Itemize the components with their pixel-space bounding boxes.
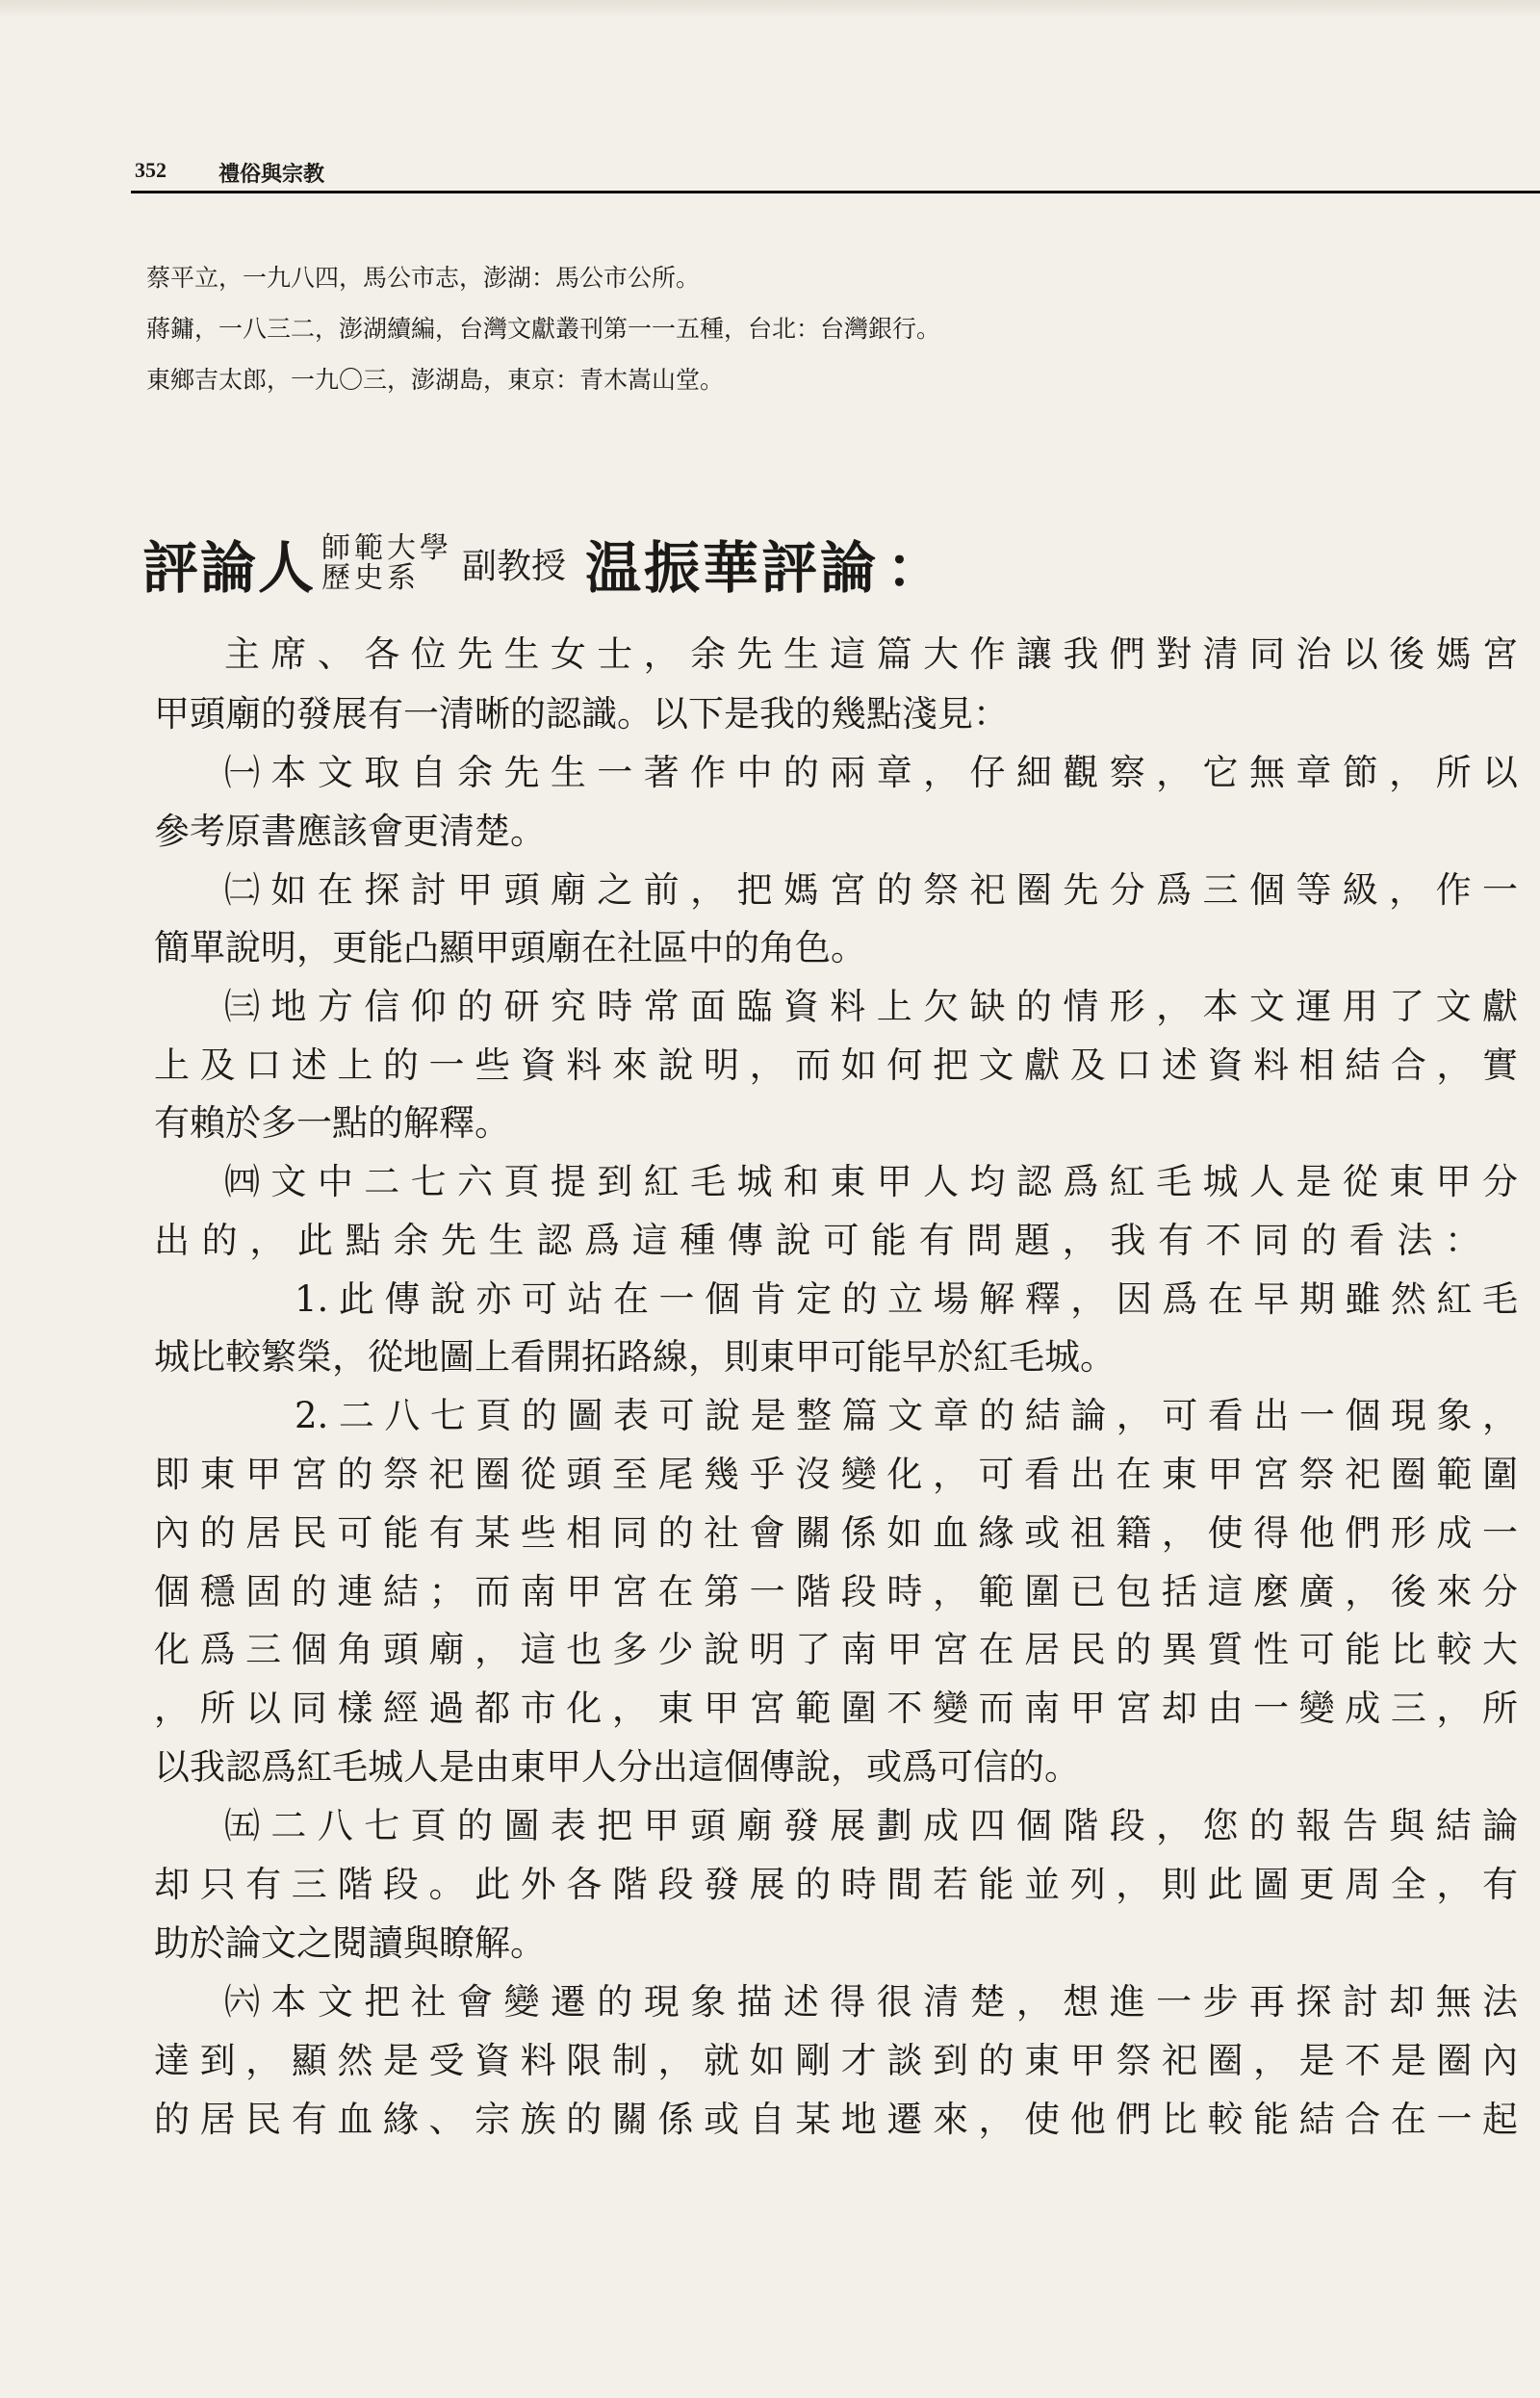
page-number: 352 [135, 158, 167, 182]
body-line: ，所以同樣經過都市化，東甲宮範圍不變而南甲宮却由一變成三，所 [154, 1688, 1518, 1729]
body-line: 主席、各位先生女士，余先生這篇大作讓我們對清同治以後媽宮 [224, 633, 1518, 675]
body-line: 達到，顯然是受資料限制，就如剛才談到的東甲祭祀圈，是不是圈內 [154, 2040, 1518, 2081]
body-line: 簡單說明，更能凸顯甲頭廟在社區中的角色。 [154, 927, 866, 968]
body-line: 參考原書應該會更清楚。 [154, 811, 546, 852]
body-line: ㈡如在探討甲頭廟之前，把媽宮的祭祀圈先分爲三個等級，作一 [224, 869, 1518, 911]
body-line: 出的，此點余先生認爲這種傳說可能有問題，我有不同的看法： [154, 1220, 1480, 1261]
body-line: 有賴於多一點的解釋。 [154, 1102, 510, 1144]
body-line: 却只有三階段。此外各階段發展的時間若能並列，則此圖更周全，有 [154, 1864, 1518, 1905]
body-line: 甲頭廟的發展有一清晰的認識。以下是我的幾點淺見： [154, 693, 1009, 735]
affiliation-university: 師範大學 [321, 531, 453, 565]
running-title: 禮俗與宗教 [218, 162, 325, 187]
body-line: ㈥本文把社會變遷的現象描述得很清楚，想進一步再探討却無法 [224, 1981, 1518, 2023]
reference-entry: 蔡平立，一九八四，馬公市志，澎湖：馬公市公所。 [146, 264, 701, 292]
body-line: 以我認爲紅毛城人是由東甲人分出這個傳說，或爲可信的。 [154, 1746, 1080, 1788]
commentary-title [142, 520, 942, 606]
body-line: 內的居民可能有某些相同的社會關係如血緣或祖籍，使得他們形成一 [154, 1512, 1518, 1554]
affiliation-department: 歷史系 [321, 561, 421, 595]
commentator-name: 温振華評論 [585, 535, 880, 601]
page-header [135, 154, 1540, 193]
title-colon: ： [886, 535, 943, 601]
header-rule [131, 191, 1540, 193]
page-top-edge [0, 0, 1540, 19]
body-line: 助於論文之閱讀與瞭解。 [154, 1922, 546, 1964]
body-line: 上及口述上的一些資料來說明，而如何把文獻及口述資料相結合，實 [154, 1044, 1518, 1086]
body-line: ㈠本文取自余先生一著作中的兩章，仔細觀察，它無章節，所以 [224, 752, 1518, 793]
reference-entry: 蔣鏞，一八三二，澎湖續編，台灣文獻叢刊第一一五種，台北：台灣銀行。 [146, 315, 941, 343]
title-rank: 副教授 [462, 546, 567, 586]
body-line: 1.此傳說亦可站在一個肯定的立場解釋，因爲在早期雖然紅毛 [295, 1278, 1518, 1320]
body-line: 即東甲宮的祭祀圈從頭至尾幾乎沒變化，可看出在東甲宮祭祀圈範圍 [154, 1454, 1518, 1495]
body-line: 城比較繁榮，從地圖上看開拓路線，則東甲可能早於紅毛城。 [154, 1336, 1116, 1378]
title-affiliation [321, 533, 452, 593]
body-line: 個穩固的連結；而南甲宮在第一階段時，範圍已包括這麼廣，後來分 [154, 1571, 1518, 1612]
body-line: ㈤二八七頁的圖表把甲頭廟發展劃成四個階段，您的報告與結論 [224, 1805, 1518, 1846]
reference-entry: 東鄉吉太郎，一九〇三，澎湖島，東京：青木嵩山堂。 [146, 366, 725, 394]
body-line: 的居民有血緣、宗族的關係或自某地遷來，使他們比較能結合在一起 [154, 2099, 1518, 2140]
body-line: 化爲三個角頭廟，這也多少說明了南甲宮在居民的異質性可能比較大 [154, 1629, 1518, 1670]
title-role: 評論人 [142, 535, 317, 601]
body-line: ㈢地方信仰的研究時常面臨資料上欠缺的情形，本文運用了文獻 [224, 986, 1518, 1027]
body-line: 2.二八七頁的圖表可說是整篇文章的結論，可看出一個現象， [295, 1395, 1518, 1436]
body-line: ㈣文中二七六頁提到紅毛城和東甲人均認爲紅毛城人是從東甲分 [224, 1161, 1518, 1202]
reference-list [146, 252, 1475, 405]
